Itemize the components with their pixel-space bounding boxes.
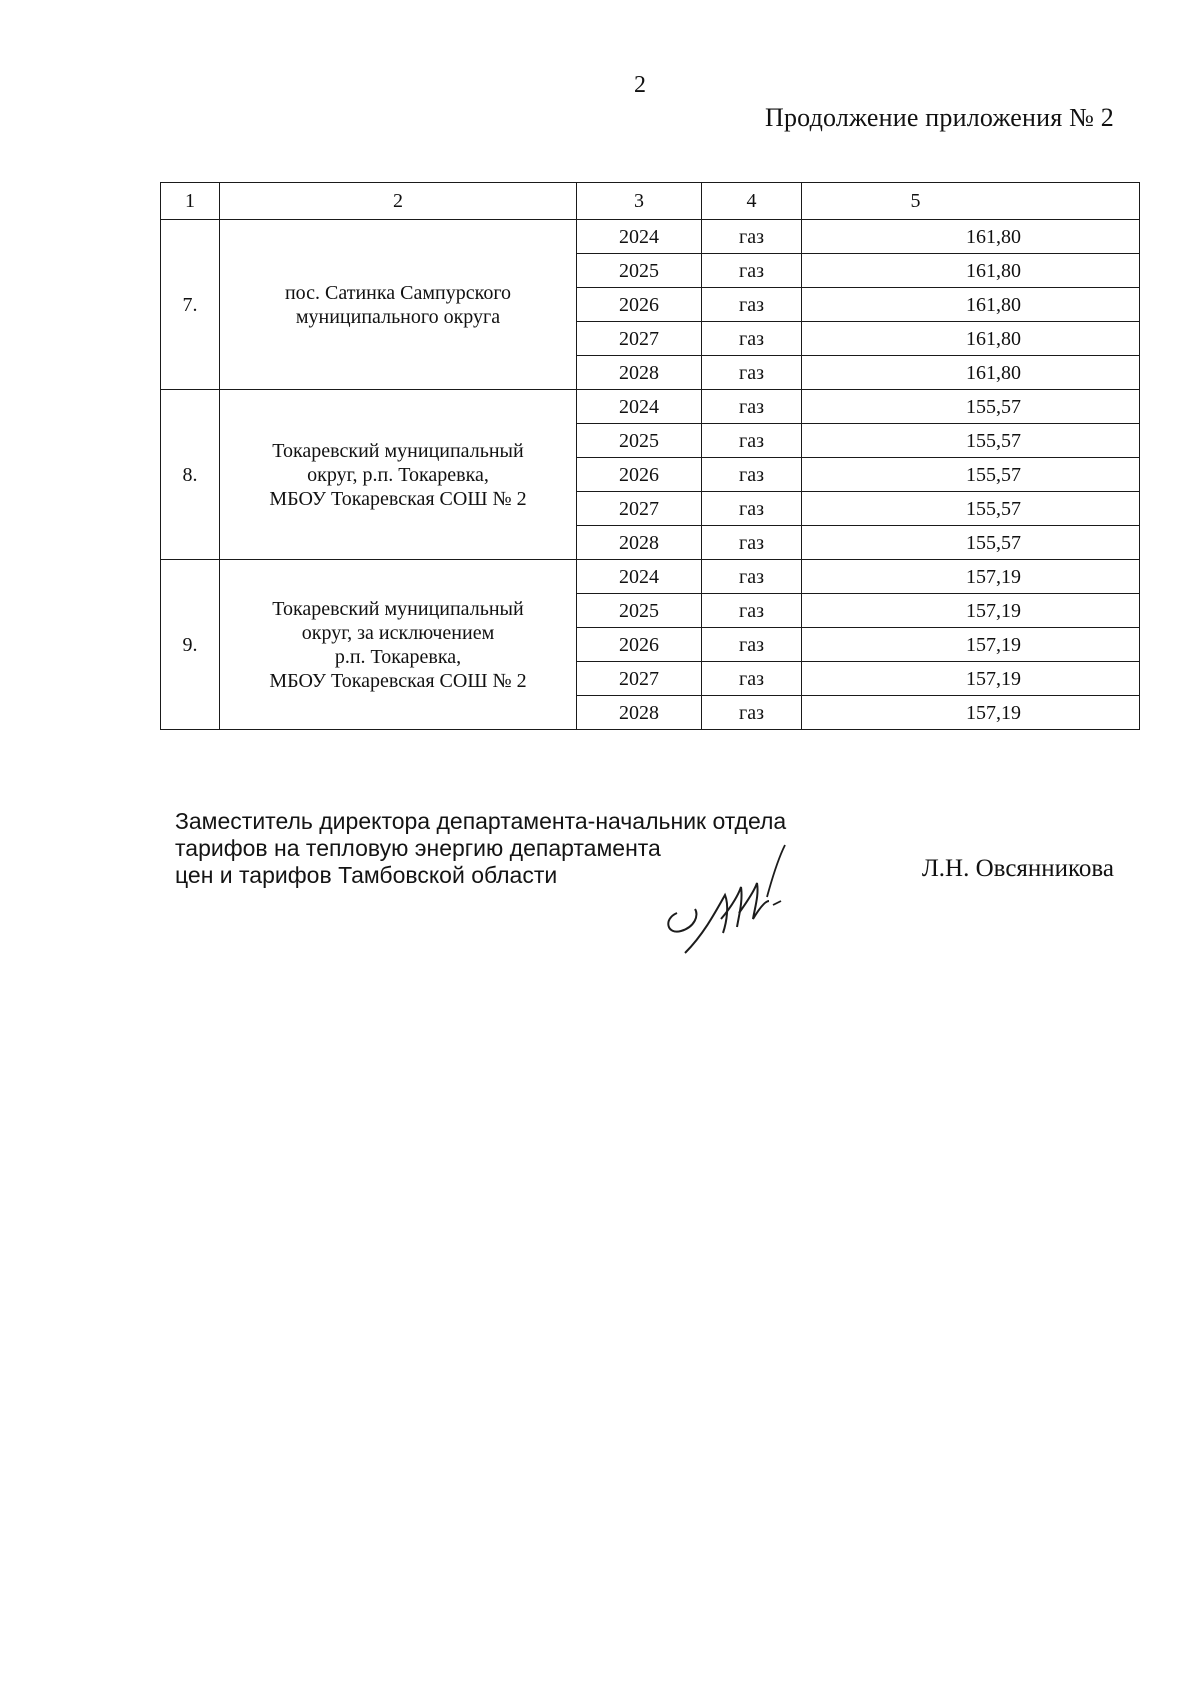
locality-name-line: муниципального округа [295, 305, 501, 328]
fuel-cell: газ [702, 254, 802, 288]
fuel-cell: газ [702, 424, 802, 458]
header-cell-1: 1 [161, 183, 220, 220]
table-header-row [161, 183, 1140, 220]
signatory-name: Л.Н. Овсянникова [921, 855, 1114, 882]
year-cell: 2024 [577, 390, 702, 424]
tariff-value-cell: 155,57 [802, 458, 1140, 492]
fuel-cell: газ [702, 696, 802, 730]
locality-name-cell [220, 220, 577, 390]
tariff-table [160, 182, 1140, 730]
tariff-value-cell: 161,80 [802, 220, 1140, 254]
tariff-value-cell: 157,19 [802, 662, 1140, 696]
locality-name-line: округ, за исключением [301, 621, 495, 644]
fuel-cell: газ [702, 526, 802, 560]
signatory-position-line: тарифов на тепловую энергию департамента [175, 835, 661, 861]
locality-name-line: пос. Сатинка Сампурского [284, 281, 512, 304]
locality-name-line: р.п. Токаревка, [334, 645, 462, 668]
tariff-value-cell: 157,19 [802, 560, 1140, 594]
table-row [161, 390, 1140, 424]
fuel-cell: газ [702, 322, 802, 356]
fuel-cell: газ [702, 458, 802, 492]
year-cell: 2027 [577, 492, 702, 526]
year-cell: 2028 [577, 526, 702, 560]
year-cell: 2026 [577, 628, 702, 662]
fuel-cell: газ [702, 390, 802, 424]
fuel-cell: газ [702, 356, 802, 390]
tariff-value-cell: 155,57 [802, 390, 1140, 424]
tariff-value-cell: 155,57 [802, 492, 1140, 526]
table-row [161, 220, 1140, 254]
tariff-value-cell: 161,80 [802, 288, 1140, 322]
year-cell: 2026 [577, 458, 702, 492]
header-cell-2: 2 [220, 183, 577, 220]
row-number-cell: 7. [161, 220, 220, 390]
year-cell: 2025 [577, 424, 702, 458]
tariff-value-cell: 161,80 [802, 322, 1140, 356]
year-cell: 2028 [577, 356, 702, 390]
locality-name-line: округ, р.п. Токаревка, [307, 463, 489, 486]
tariff-value-cell: 161,80 [802, 356, 1140, 390]
page-number: 2 [634, 72, 646, 98]
continuation-title: Продолжение приложения № 2 [764, 103, 1114, 132]
year-cell: 2025 [577, 254, 702, 288]
fuel-cell: газ [702, 662, 802, 696]
locality-name-line: Токаревский муниципальный [272, 439, 524, 462]
tariff-value-cell: 155,57 [802, 424, 1140, 458]
year-cell: 2025 [577, 594, 702, 628]
year-cell: 2026 [577, 288, 702, 322]
signatory-position-line: Заместитель директора департамента-начальник отдела [175, 808, 787, 834]
signatory-position-line: цен и тарифов Тамбовской области [175, 862, 558, 888]
tariff-value-cell: 157,19 [802, 696, 1140, 730]
header-cell-5: 5 [802, 183, 1140, 220]
fuel-cell: газ [702, 560, 802, 594]
locality-name-cell [220, 390, 577, 560]
fuel-cell: газ [702, 220, 802, 254]
locality-name-cell [220, 560, 577, 730]
year-cell: 2024 [577, 220, 702, 254]
locality-name-line: Токаревский муниципальный [272, 597, 524, 620]
year-cell: 2028 [577, 696, 702, 730]
tariff-value-cell: 161,80 [802, 254, 1140, 288]
handwritten-signature [655, 835, 795, 965]
fuel-cell: газ [702, 628, 802, 662]
locality-name-line: МБОУ Токаревская СОШ № 2 [269, 669, 527, 692]
tariff-value-cell: 157,19 [802, 628, 1140, 662]
row-number-cell: 9. [161, 560, 220, 730]
year-cell: 2024 [577, 560, 702, 594]
table-row [161, 560, 1140, 594]
tariff-value-cell: 155,57 [802, 526, 1140, 560]
header-cell-4: 4 [702, 183, 802, 220]
fuel-cell: газ [702, 594, 802, 628]
row-number-cell: 8. [161, 390, 220, 560]
fuel-cell: газ [702, 492, 802, 526]
tariff-value-cell: 157,19 [802, 594, 1140, 628]
header-cell-3: 3 [577, 183, 702, 220]
locality-name-line: МБОУ Токаревская СОШ № 2 [269, 487, 527, 510]
year-cell: 2027 [577, 322, 702, 356]
fuel-cell: газ [702, 288, 802, 322]
year-cell: 2027 [577, 662, 702, 696]
